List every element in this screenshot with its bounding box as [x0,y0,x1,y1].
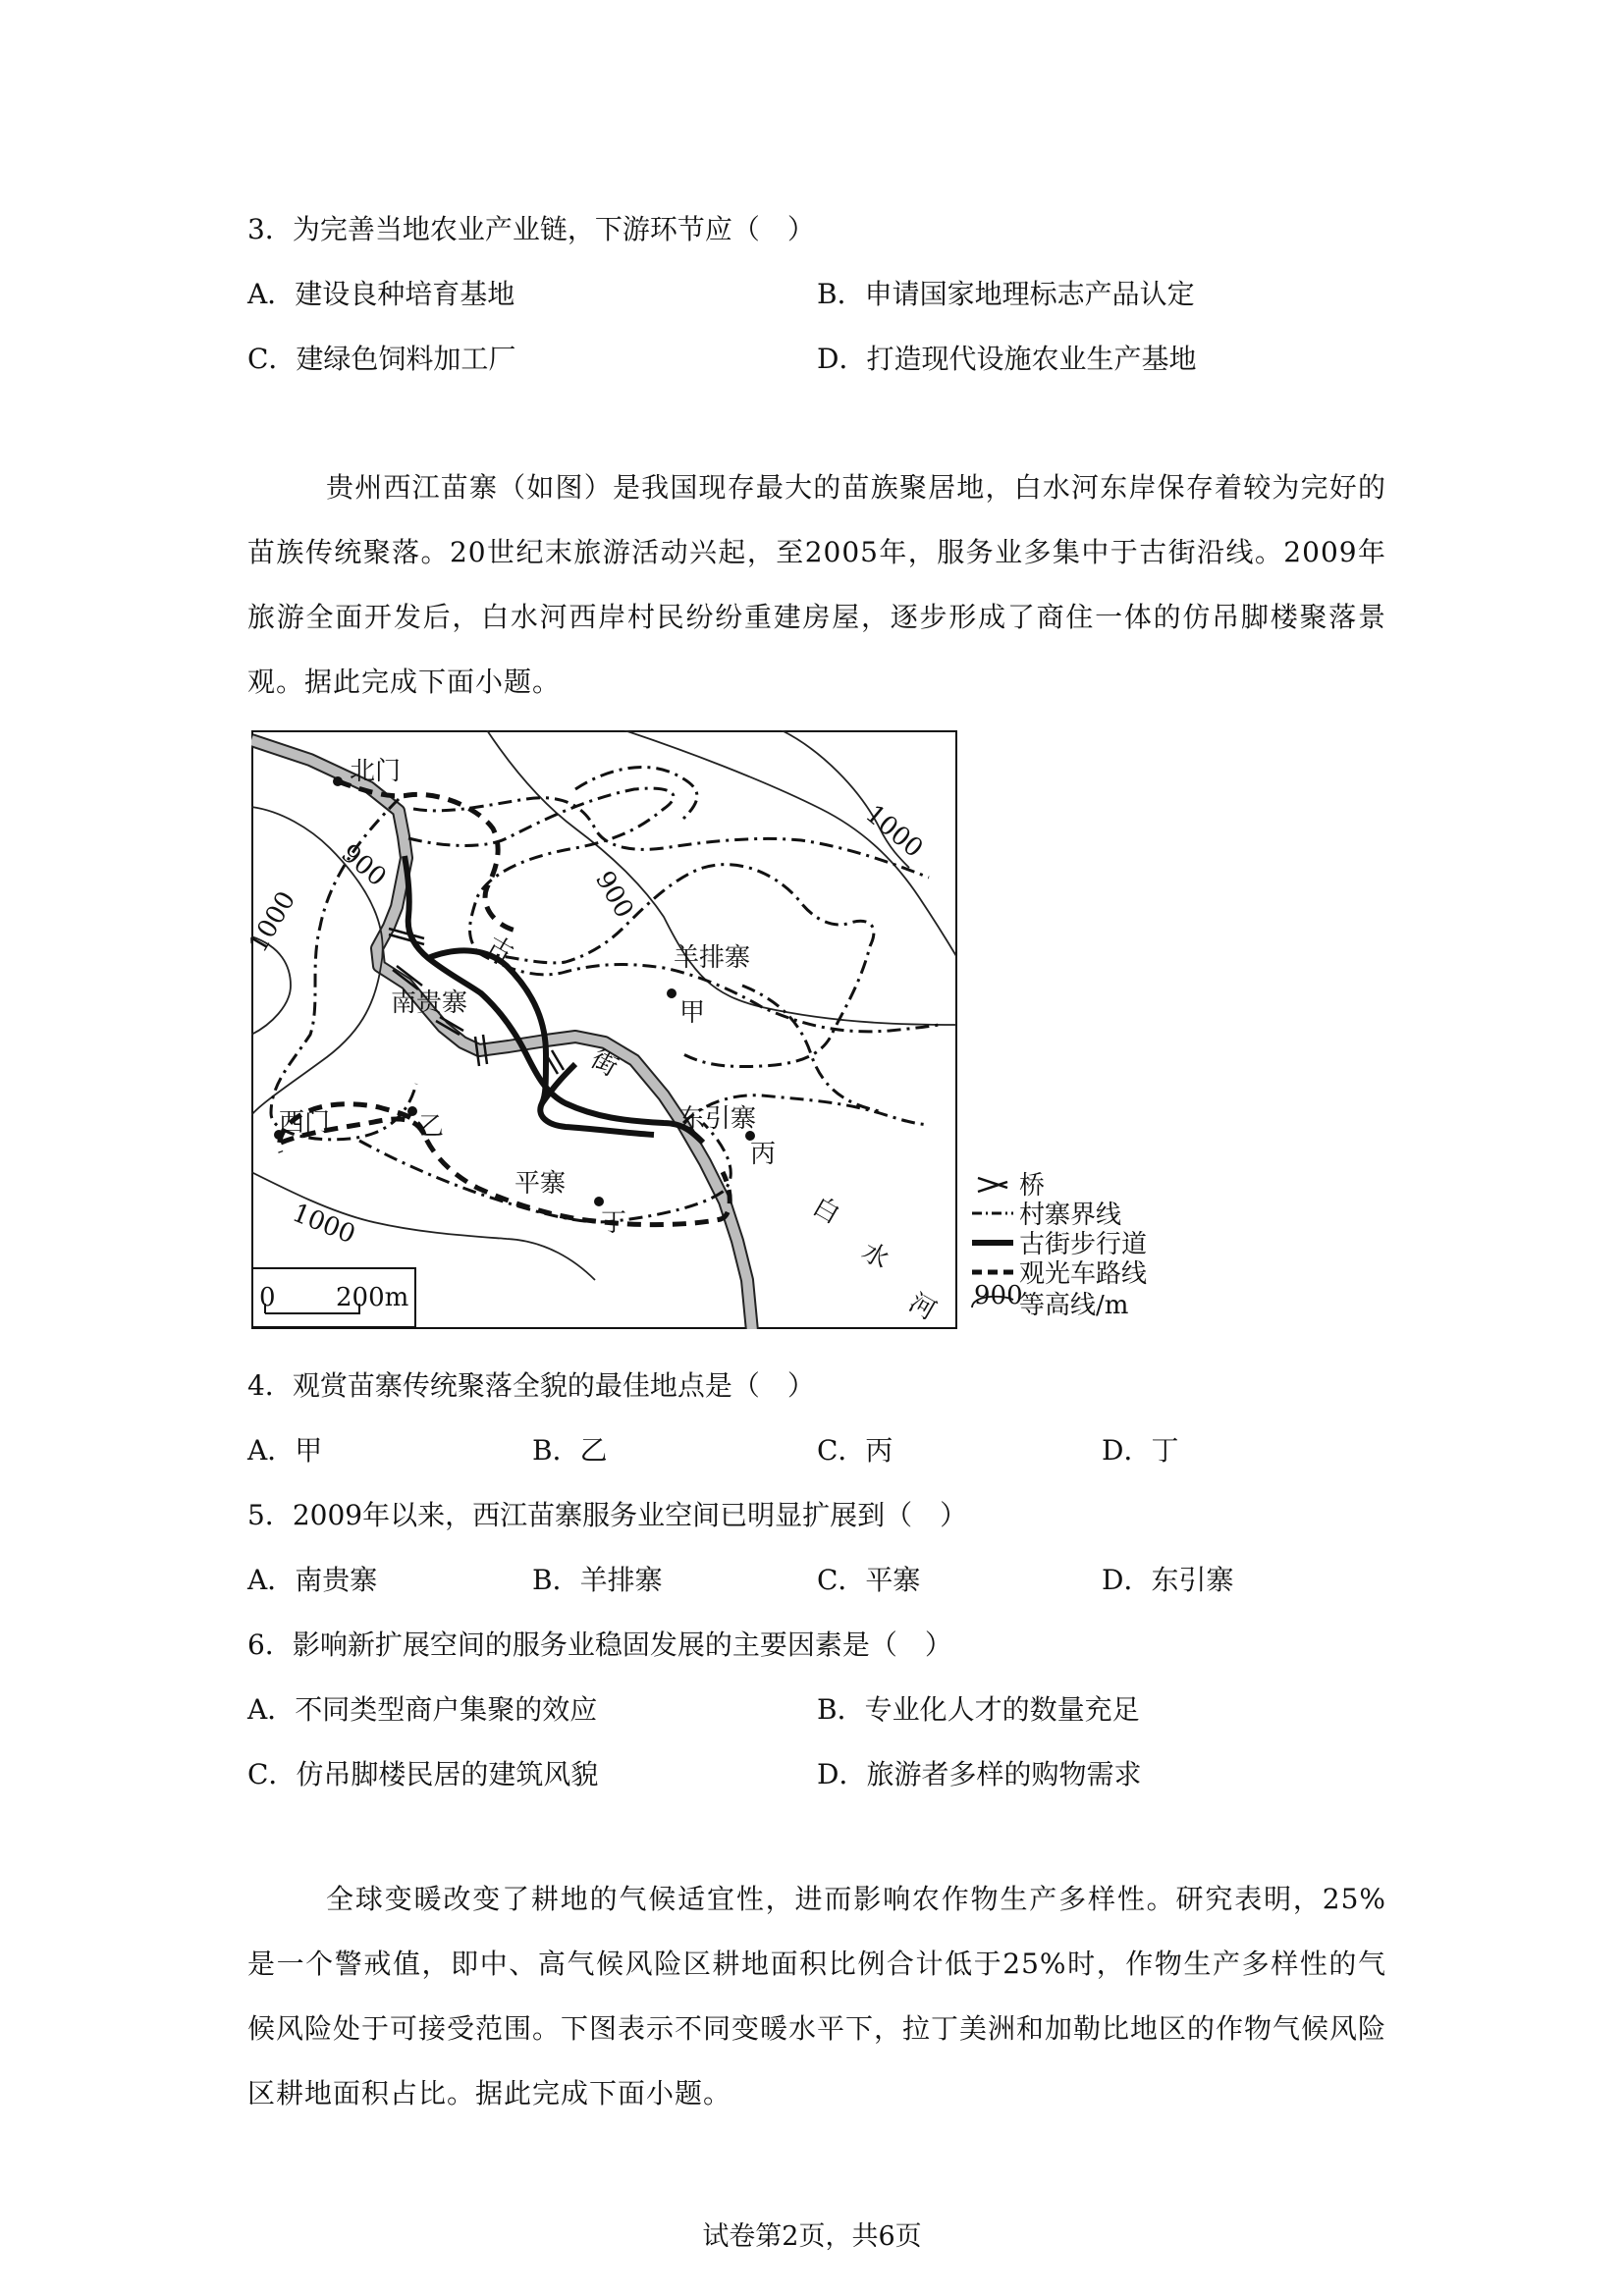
question-4-stem: 4．观赏苗寨传统聚落全貌的最佳地点是（ ） [247,1369,815,1402]
label-dongyin: 东引寨 [679,1104,757,1134]
label-jia: 甲 [679,998,706,1028]
q4-option-d[interactable]: D．丁 [1102,1434,1179,1467]
q5-option-d[interactable]: D．东引寨 [1102,1564,1234,1596]
legend-sightseeing: 观光车路线 [1019,1259,1148,1289]
question-5-stem: 5．2009年以来，西江苗寨服务业空间已明显扩展到（ ） [247,1499,968,1531]
contour-label-1000-northeast: 1000 [859,799,929,864]
label-north-gate: 北门 [350,757,402,786]
label-pingzhai: 平寨 [514,1169,567,1199]
page-footer: 试卷第2页，共6页 [702,2221,922,2252]
river-char-bai: 白 [807,1192,845,1231]
label-yi: 乙 [418,1112,445,1142]
marker-yi [407,1106,417,1116]
passage-global-warming: 全球变暖改变了耕地的气候适宜性，进而影响农作物生产多样性。研究表明，25%是一个警戒值，即中、高气候风险区耕地面积比例合计低于25%时，作物生产多样性的气候风险处于可接受范围。下图表示不同变暖水平下，拉丁美洲和加勒比地区的作物气候风险区耕地面积占比。据此完成下面小题。 [247,1883,1387,2109]
q3-option-b[interactable]: B．申请国家地理标志产品认定 [817,278,1195,310]
label-yangpai: 羊排寨 [674,943,751,973]
legend-bridge: 桥 [1019,1171,1046,1201]
q3-option-a[interactable]: A．建设良种培育基地 [247,278,515,310]
q6-option-a[interactable]: A．不同类型商户集聚的效应 [247,1693,598,1726]
contour-label-1000-sw: 1000 [288,1198,359,1251]
scale-zero: 0 [259,1283,276,1312]
question-3-stem: 3．为完善当地农业产业链，下游环节应（ ） [247,213,815,245]
marker-ding [594,1197,604,1206]
xijiang-map [244,730,1233,1331]
marker-jia [667,988,677,998]
legend-bridge-symbol [978,1178,1007,1192]
q4-option-a[interactable]: A．甲 [247,1434,323,1467]
label-ding: 丁 [601,1208,627,1238]
label-nangui: 南贵寨 [391,988,468,1018]
q3-option-c[interactable]: C．建绿色饲料加工厂 [247,343,516,375]
marker-north-gate [333,776,343,786]
label-west-gate: 西门 [279,1108,331,1138]
q4-option-b[interactable]: B．乙 [532,1434,608,1467]
contour-label-900-west: 900 [335,838,392,893]
legend-contour-sample: 900 [974,1281,1023,1310]
label-bing: 丙 [750,1140,777,1169]
river-char-he: 河 [903,1288,942,1327]
q5-option-a[interactable]: A．南贵寨 [247,1564,378,1596]
contour-label-900-north: 900 [588,866,639,924]
river-char-shui: 水 [856,1237,894,1276]
street-char-gu: 古 [481,931,519,970]
scale-distance: 200m [336,1283,409,1312]
legend-boundary: 村寨界线 [1019,1201,1122,1230]
q5-option-b[interactable]: B．羊排寨 [532,1564,663,1596]
q6-option-d[interactable]: D．旅游者多样的购物需求 [817,1758,1142,1790]
q4-option-c[interactable]: C．丙 [817,1434,893,1467]
passage-xijiang: 贵州西江苗寨（如图）是我国现存最大的苗族聚居地，白水河东岸保存着较为完好的苗族传统聚落。20世纪末旅游活动兴起，至2005年，服务业多集中于古街沿线。2009年旅游全面开发后，白水河西岸村民纷纷重建房屋，逐步形成了商住一体的仿吊脚楼聚落景观。据此完成下面小题。 [247,471,1386,698]
q5-option-c[interactable]: C．平寨 [817,1564,921,1596]
legend-contour: 等高线/m [1019,1291,1129,1320]
q6-option-b[interactable]: B．专业化人才的数量充足 [817,1693,1140,1726]
question-6-stem: 6．影响新扩展空间的服务业稳固发展的主要因素是（ ） [247,1629,952,1661]
street-char-jie: 街 [585,1044,623,1084]
map-legend [972,1171,1147,1320]
q3-option-d[interactable]: D．打造现代设施农业生产基地 [817,343,1197,375]
legend-walkway: 古街步行道 [1019,1230,1148,1259]
q6-option-c[interactable]: C．仿吊脚楼民居的建筑风貌 [247,1758,599,1790]
contour-label-1000-west: 1000 [244,886,302,958]
